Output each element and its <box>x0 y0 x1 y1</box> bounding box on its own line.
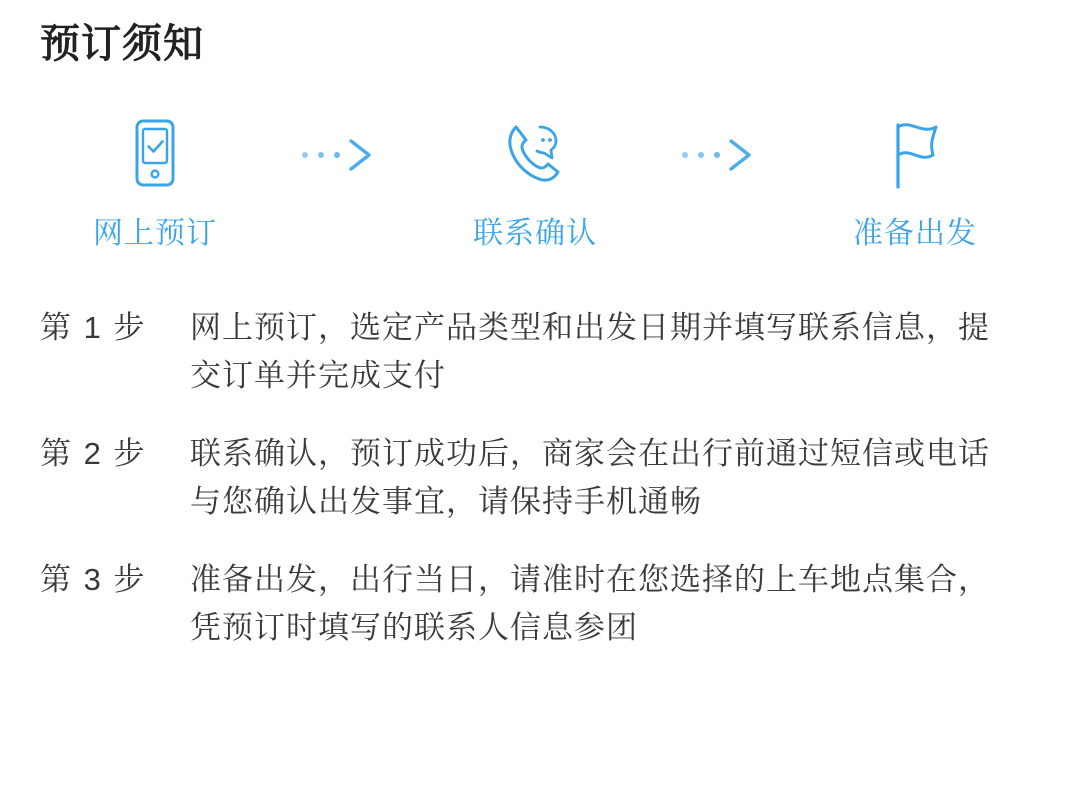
flow-step-label: 联系确认 <box>473 217 597 250</box>
mobile-phone-icon <box>124 116 186 194</box>
step-index-label: 第 2 步 <box>40 436 147 472</box>
list-item <box>40 556 1040 652</box>
list-item <box>40 430 1040 526</box>
step-index-label: 第 1 步 <box>40 310 147 345</box>
booking-flow-diagram <box>40 116 1040 252</box>
flow-step-ready-to-depart <box>820 116 1010 252</box>
flow-step-label: 网上预订 <box>93 217 217 250</box>
flag-icon <box>880 116 950 194</box>
step-description: 网上预订，选定产品类型和出发日期并填写联系信息，提交订单并完成支付 <box>190 310 990 394</box>
phone-call-icon <box>499 116 571 194</box>
step-description: 准备出发，出行当日，请准时在您选择的上车地点集合，凭预订时填写的联系人信息参团 <box>190 562 990 646</box>
instruction-step-list <box>40 304 1040 652</box>
dotted-arrow-icon <box>650 116 800 194</box>
step-index-label: 第 3 步 <box>40 562 147 598</box>
flow-step-label: 准备出发 <box>853 217 977 250</box>
flow-step-contact-confirm <box>440 116 630 252</box>
page-title: 预订须知 <box>40 22 204 66</box>
list-item <box>40 304 1040 400</box>
flow-step-online-booking <box>60 116 250 252</box>
step-description: 联系确认，预订成功后，商家会在出行前通过短信或电话与您确认出发事宜，请保持手机通畅 <box>190 436 990 520</box>
dotted-arrow-icon <box>270 116 420 194</box>
